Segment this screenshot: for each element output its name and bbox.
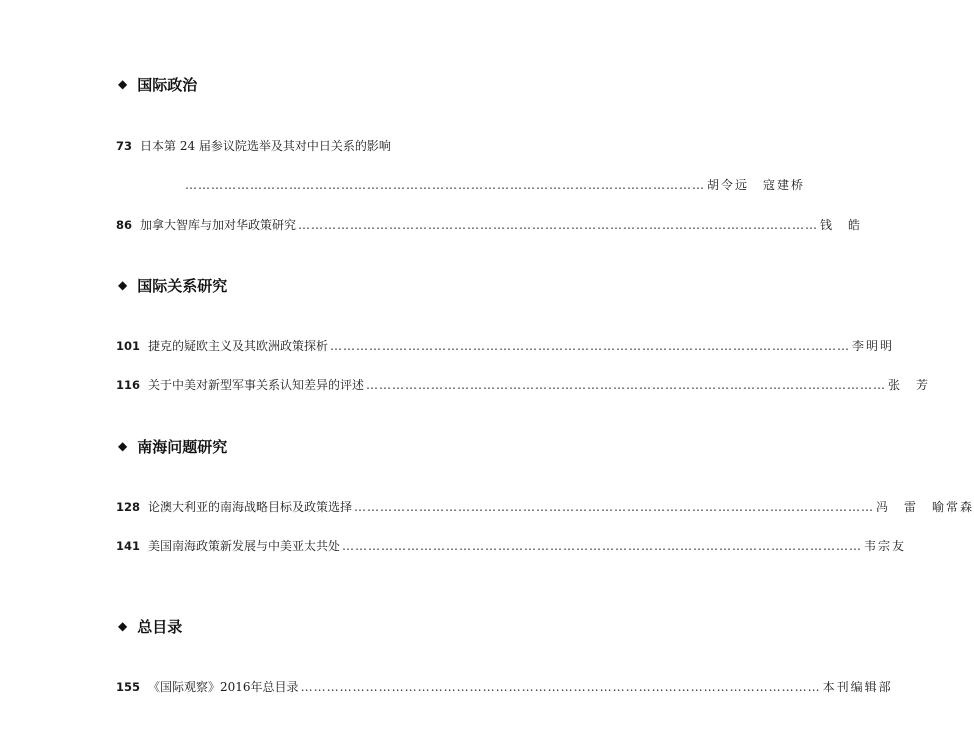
article-author: 钱 皓: [820, 218, 863, 232]
toc-entry[interactable]: [116, 678, 893, 696]
toc-entry[interactable]: [116, 498, 974, 516]
article-author: 胡令远 寇建桥: [707, 178, 806, 192]
section-heading-international-politics: [118, 73, 197, 95]
toc-entry-continuation: [183, 176, 806, 194]
leader-dots: …………………………………………………………………………………………………………: [330, 339, 851, 353]
article-author: 李明明: [852, 339, 895, 353]
article-title: 加拿大智库与加对华政策研究: [140, 218, 297, 232]
section-heading-general-index: [118, 615, 182, 637]
page-number: 101: [116, 339, 141, 353]
section-title: 总目录: [137, 617, 183, 636]
article-title: 关于中美对新型军事关系认知差异的评述: [148, 378, 365, 392]
article-title: 捷克的疑欧主义及其欧洲政策探析: [148, 339, 329, 353]
leader-dots: …………………………………………………………………………………………………………: [342, 539, 863, 553]
toc-entry[interactable]: [116, 537, 907, 555]
article-author: 冯 雷 喻常森: [876, 500, 974, 514]
diamond-bullet-icon: ◆: [118, 619, 128, 633]
section-heading-international-relations: [118, 274, 227, 296]
page-number: 155: [116, 680, 141, 694]
article-title: 美国南海政策新发展与中美亚太共处: [148, 539, 341, 553]
section-heading-south-china-sea: [118, 435, 227, 457]
diamond-bullet-icon: ◆: [118, 278, 128, 292]
toc-entry[interactable]: [116, 337, 895, 355]
toc-entry[interactable]: [116, 137, 534, 155]
page-number: 73: [116, 139, 133, 153]
article-title: 日本第 24 届参议院选举及其对中日关系的影响: [140, 139, 391, 153]
section-title: 国际关系研究: [137, 276, 228, 295]
article-author: 韦宗友: [864, 539, 907, 553]
diamond-bullet-icon: ◆: [118, 77, 128, 91]
leader-dots: …………………………………………………………………………………………………………: [300, 680, 821, 694]
section-title: 国际政治: [137, 75, 198, 94]
leader-dots: …………………………………………………………………………………………………………: [298, 218, 819, 232]
page-number: 128: [116, 500, 141, 514]
leader-dots: …………………………………………………………………………………………………………: [354, 500, 875, 514]
page-number: 116: [116, 378, 141, 392]
article-author: 本刊编辑部: [822, 680, 893, 694]
section-title: 南海问题研究: [137, 437, 228, 456]
toc-entry[interactable]: [116, 216, 863, 234]
page-number: 86: [116, 218, 133, 232]
article-author: 张 芳: [888, 378, 931, 392]
page-number: 141: [116, 539, 141, 553]
leader-dots: …………………………………………………………………………………………………………: [366, 378, 887, 392]
leader-dots: …………………………………………………………………………………………………………: [185, 178, 705, 192]
article-title: 论澳大利亚的南海战略目标及政策选择: [148, 500, 353, 514]
article-title: 《国际观察》2016年总目录: [148, 680, 299, 694]
diamond-bullet-icon: ◆: [118, 439, 128, 453]
toc-entry[interactable]: [116, 376, 931, 394]
